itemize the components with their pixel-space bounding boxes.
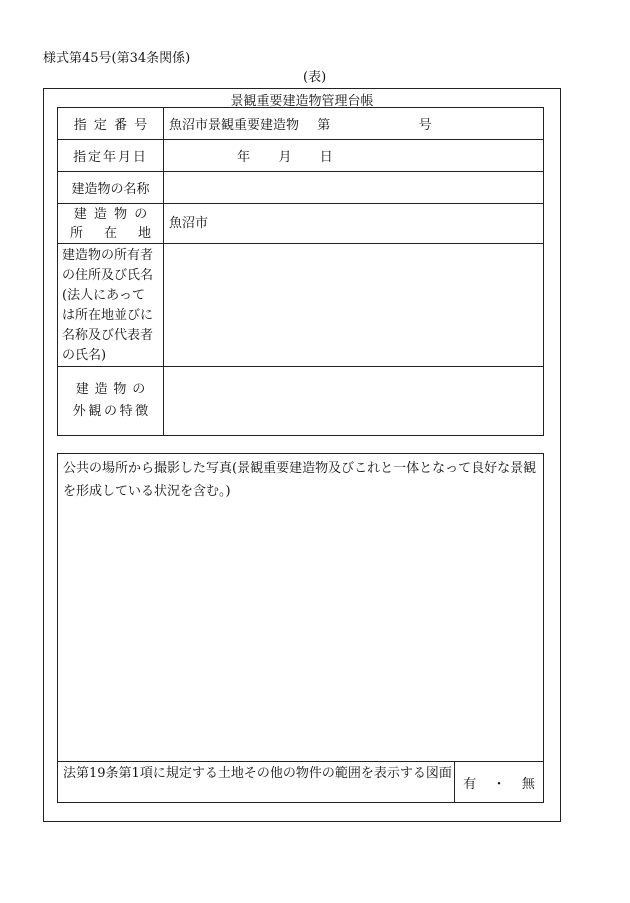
owner-label-line: は所在地並びに xyxy=(62,308,154,323)
drawing-separator-dot: ・ xyxy=(492,776,506,792)
owner-label xyxy=(58,244,164,367)
row-appearance xyxy=(58,367,544,436)
location-value[interactable]: 魚沼市 xyxy=(164,204,544,244)
drawing-section-caption: 法第19条第1項に規定する土地その他の物件の範囲を表示する図面 xyxy=(63,766,452,781)
row-location xyxy=(58,204,544,244)
location-label-sho: 所 xyxy=(70,225,84,241)
photo-section-caption: 公共の場所から撮影した写真(景観重要建造物及びこれと一体となって良好な景観を形成している状況を含む。) xyxy=(63,461,537,499)
designation-number-go: 号 xyxy=(418,118,432,133)
location-label-chi: 地 xyxy=(137,225,151,241)
appearance-value[interactable] xyxy=(164,367,544,436)
designation-date-value[interactable] xyxy=(164,140,544,172)
owner-label-line: の住所及び氏名 xyxy=(62,268,154,283)
location-label-zai: 在 xyxy=(103,225,117,241)
row-designation-number xyxy=(58,108,544,140)
appearance-label-line2: 外観の特徴 xyxy=(72,404,151,419)
designation-number-prefix: 魚沼市景観重要建造物 xyxy=(169,118,300,133)
row-owner xyxy=(58,244,544,367)
owner-label-line: 建造物の所有者 xyxy=(62,248,154,263)
date-month: 月 xyxy=(278,150,292,165)
appearance-label-line1: 建造物の xyxy=(75,382,152,397)
ledger-title: 景観重要建造物管理台帳 xyxy=(230,94,374,109)
date-year: 年 xyxy=(237,150,251,165)
designation-date-label: 指定年月日 xyxy=(73,150,148,165)
drawing-yes-no xyxy=(455,762,543,802)
building-name-label: 建造物の名称 xyxy=(71,182,150,197)
building-name-value[interactable] xyxy=(164,172,544,204)
owner-label-line: 名称及び代表者 xyxy=(62,328,154,343)
row-building-name xyxy=(58,172,544,204)
drawing-yes-option[interactable]: 有 xyxy=(463,776,477,792)
row-designation-date xyxy=(58,140,544,172)
designation-number-value[interactable] xyxy=(164,108,544,140)
ledger-table xyxy=(57,107,544,436)
photo-section[interactable] xyxy=(57,453,544,762)
owner-label-line: (法人にあって xyxy=(62,288,145,303)
designation-number-label: 指定番号 xyxy=(73,118,155,133)
side-indicator: (表) xyxy=(303,70,327,85)
drawing-no-option[interactable]: 無 xyxy=(521,776,535,792)
designation-number-dai: 第 xyxy=(317,118,331,133)
date-day: 日 xyxy=(319,150,333,165)
location-label-line1: 建造物の xyxy=(73,206,155,222)
owner-value[interactable] xyxy=(164,244,544,367)
owner-label-line: の氏名) xyxy=(62,348,107,363)
drawing-section xyxy=(57,762,544,803)
form-number: 様式第45号(第34条関係) xyxy=(43,51,191,66)
